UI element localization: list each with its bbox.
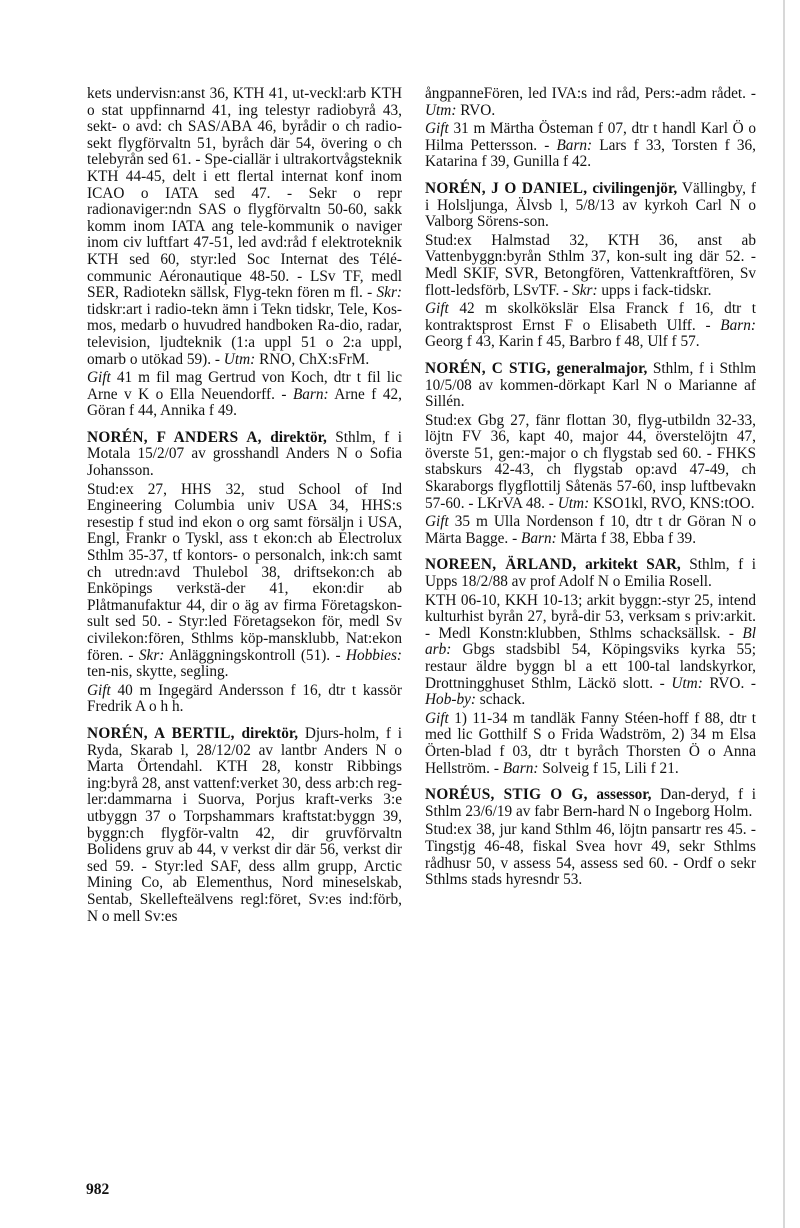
paragraph (87, 726, 402, 925)
text-run: 1) 11-34 m tandläk Fanny Stéen-hoff f 88, dtr t med lic Gotthilf S o Frida Wadström, 2) 34 m Elsa Örten-blad f 03, dtr t byråch Thorsten Ö o Anna Hellström. - (425, 709, 756, 777)
section-label: Hob-by: (425, 691, 476, 709)
right-column (425, 86, 756, 899)
page-number: 982 (86, 1181, 110, 1198)
section-label: Utm: (557, 494, 590, 512)
paragraph (425, 711, 756, 777)
section-label: Gift (425, 513, 449, 531)
entry-title: direktör, (261, 428, 327, 446)
entry-name: NORÉN, J O DANIEL, (425, 179, 588, 197)
section-label: Gift (425, 709, 449, 727)
text-run: Märta f 38, Ebba f 39. (556, 529, 697, 547)
paragraph (87, 86, 402, 368)
text-run: Solveig f 15, Lili f 21. (538, 759, 679, 777)
section-label: Skr: (138, 646, 165, 664)
biography-entry (425, 557, 756, 777)
biography-entry (87, 430, 402, 716)
paragraph (425, 233, 756, 299)
paragraph (425, 822, 756, 888)
text-run: KSO1kl, RVO, KNS:tOO. (589, 494, 755, 512)
entry-title: generalmajor, (550, 359, 648, 377)
text-run: KTH 06-10, KKH 10-13; arkit byggn:-styr 25, intend kulturhist byrån 27, byrå-dir 53, verksam s priv:arkit. - Medl Konstn:klubben, Sthlms schacksällsk. - (425, 591, 756, 642)
paragraph (425, 413, 756, 513)
text-run: 31 m Märtha Östeman f 07, dtr t handl Karl Ö o Hilma Pettersson. - (425, 120, 756, 154)
text-run: Dan-deryd, f i Sthlm 23/6/19 av fabr Bern-hard N o Ingeborg Holm. (425, 786, 756, 820)
text-run: RVO. (456, 101, 496, 119)
biography-entry (425, 361, 756, 548)
continued-entry (425, 86, 756, 171)
paragraph (425, 121, 756, 171)
text-run: Djurs-holm, f i Ryda, Skarab l, 28/12/02 av lantbr Anders N o Marta Örtendahl. KTH 28, konstr Ribbings ing:byrå 28, anst vattenf:verket 30, dess arb:ch reg-ler:dammarna i Suorva, Porjus kraft-verks 3:e utbyggn 37 o Torpshammars kraftstat:byggn 39, byggn:ch flygför-valtn 42, dir gruvförvaltn Bolidens gruv ab 44, v verkst dir där 56, verkst dir sed 59. - Styr:led SAF, dess allm grupp, Arctic Mining Co, ab Elementhus, Nord mineselskab, Sentab, Skellefteälvens regl:föret, Sv:es ind:förb, N o mell Sv:es (87, 724, 402, 925)
text-run: Vällingby, f i Holsljunga, Älvsb l, 5/8/13 av kyrkoh Carl N o Valborg Sörens-son. (425, 179, 756, 231)
paragraph (425, 301, 756, 351)
text-run: RNO, ChX:sFrM. (255, 350, 370, 368)
text-run: 40 m Ingegärd Andersson f 16, dtr t kassör Fredrik A o h h. (87, 681, 402, 716)
text-run: Sthlm, f i Sthlm 10/5/08 av kommen-dörkapt Karl N o Marianne af Sillén. (425, 359, 756, 411)
continued-entry (87, 86, 402, 420)
paragraph (87, 482, 402, 681)
section-label: Gift (87, 369, 111, 387)
section-label: Utm: (223, 350, 256, 368)
entry-name: NORÉUS, STIG O G, (425, 786, 588, 804)
entry-name: NOREEN, ÄRLAND, (425, 556, 577, 574)
section-label: Hobbies: (345, 646, 402, 664)
section-label: Bl arb: (425, 624, 756, 659)
text-run: ten-nis, skytte, segling. (87, 663, 229, 681)
section-label: Utm: (425, 101, 457, 119)
text-run: Stud:ex 38, jur kand Sthlm 46, löjtn pansartr res 45. - Tingstjg 46-48, fiskal Svea hovr 49, sekr Sthlms rådhusr 50, v assess 54, assess sed 60. - Ordf o sekr Sthlms stads hyresndr 53. (425, 821, 756, 889)
section-label: Barn: (556, 136, 593, 154)
text-run: upps i fack-tidskr. (597, 281, 712, 299)
section-label: Barn: (292, 385, 329, 403)
text-run: Sthlm, f i Upps 18/2/88 av prof Adolf N o Emilia Rosell. (425, 556, 756, 591)
paragraph (425, 514, 756, 547)
section-label: Skr: (572, 281, 598, 299)
biography-entry (87, 726, 402, 925)
paragraph (425, 181, 756, 231)
text-run: RVO. - (702, 674, 757, 692)
text-run: Stud:ex 27, HHS 32, stud School of Ind Engineering Columbia univ USA 34, HHS:s resestip f stud ind ekon o org samt försäljn i USA, Engl, Frankr o Tyskl, ass t ekon:ch ab Electrolux Sthlm 35-37, tf kontors- o personalch, ink:ch samt ch utredn:avd Thulebol 38, driftsekon:ch ab Enköpings verkstä-der 41, ekon:dir ab Plåtmanufaktur 44, dir o äg av firma Företagskon-sult sed 50. - Styr:led Företagsekon för, medl Sv civilekon:fören, Sthlms köp-mansklubb, Nat:ekon fören. - (87, 480, 402, 664)
paragraph (425, 361, 756, 411)
section-label: Gift (425, 300, 449, 318)
text-run: Stud:ex Gbg 27, fänr flottan 30, flyg-utbildn 32-33, löjtn FV 36, kapt 40, major 44, överstelöjtn 47, överste 51, gen:-major o ch flygstab sed 60. - FHKS stabskurs 42-43, ch flygstab op:avd 47-49, ch Skaraborgs flygflottilj Såtenäs 57-60, insp luftbevakn 57-60. - LKrVA 48. - (425, 411, 756, 512)
text-run: 42 m skolkökslär Elsa Franck f 16, dtr t kontraktsprost Ernst F o Elisabeth Ulff. - (425, 300, 756, 334)
section-label: Barn: (502, 759, 539, 777)
text-run: Anläggningskontroll (51). - (164, 646, 346, 664)
entry-title: civilingenjör, (587, 179, 678, 197)
section-label: Utm: (671, 674, 703, 692)
entry-name: NORÉN, A BERTIL, (87, 724, 235, 742)
text-run: Arne f 42, Göran f 44, Annika f 49. (87, 385, 402, 420)
biography-entry (425, 787, 756, 889)
section-label: Gift (87, 681, 111, 699)
section-label: Gift (425, 120, 449, 138)
section-label: Skr: (376, 284, 402, 302)
paragraph (87, 430, 402, 480)
entry-name: NORÉN, F ANDERS A, (87, 428, 262, 446)
entry-title: arkitekt SAR, (576, 556, 681, 574)
text-run: Georg f 43, Karin f 45, Barbro f 48, Ulf f 57. (425, 333, 700, 351)
text-run: Stud:ex Halmstad 32, KTH 36, anst ab Vattenbyggn:byrån Sthlm 37, kon-sult ing där 52. - Medl SKIF, SVR, Betongfören, Vattenkraftfören, Sv flott-ledsförb, LSvTF. - (425, 231, 756, 299)
entry-title: assessor, (587, 786, 652, 804)
text-run: Gbgs stadsbibl 54, Köpingsviks kyrka 55; restaur äldre byggn bl a ett 100-tal landskyrkor, Drottningghuset Sthlm, Läckö slott. - (425, 641, 756, 692)
section-label: Barn: (720, 316, 756, 334)
text-run: ångpanneFören, led IVA:s ind råd, Pers:-adm rådet. - (425, 85, 756, 102)
text-run: Lars f 33, Torsten f 36, Katarina f 39, Gunilla f 42. (425, 136, 756, 171)
paragraph (87, 370, 402, 420)
text-run: 41 m fil mag Gertrud von Koch, dtr t fil lic Arne v K o Ella Neuendorff. - (87, 369, 402, 403)
section-label: Barn: (521, 529, 557, 547)
paragraph (425, 593, 756, 709)
page-edge-line (783, 0, 785, 1228)
left-column (87, 86, 402, 935)
text-run: tidskr:art i radio-tekn ämn i Tekn tidskr, Tele, Kos-mos, medarb o huvudred handboken Ra-dio, radar, television, ljudteknik (1:a uppl 51 o 2:a uppl, omarb o utökad 59). - (87, 300, 402, 368)
paragraph (425, 557, 756, 590)
entry-title: direktör, (234, 724, 299, 742)
biography-entry (425, 181, 756, 351)
text-run: kets undervisn:anst 36, KTH 41, ut-veckl:arb KTH o stat uppfinnarnd 41, ing telestyr radiobyrå 43, sekt- o avd: ch SAS/ABA 46, byrådir o ch radio-sekt flygförvaltn 51, byråch där 54, övering o ch telebyrån sed 61. - Spe-ciallär i ultrakortvågsteknik KTH 44-45, delt i ett flertal internat konf inom ICAO o IATA sed 47. - Sekr o repr radionaviger:ndn SAS o flygförvaltn 50-60, sakk komm inom IATA ang tele-kommunik o naviger inom civ luftfart 47-51, led avd:råd f elektroteknik KTH sed 60, styr:led Soc Internat des Télé-communic Aéronautique 48-50. - LSv TF, medl SER, Radiotekn sällsk, Flyg-tekn fören m fl. - (87, 85, 402, 302)
paragraph (87, 683, 402, 716)
text-run: Sthlm, f i Motala 15/2/07 av grosshandl Anders N o Sofia Johansson. (87, 428, 403, 480)
text-run: schack. (475, 691, 526, 709)
paragraph (425, 86, 756, 119)
text-run: 35 m Ulla Nordenson f 10, dtr t dr Göran N o Märta Bagge. - (425, 513, 756, 547)
paragraph (425, 787, 756, 820)
entry-name: NORÉN, C STIG, (425, 359, 551, 377)
